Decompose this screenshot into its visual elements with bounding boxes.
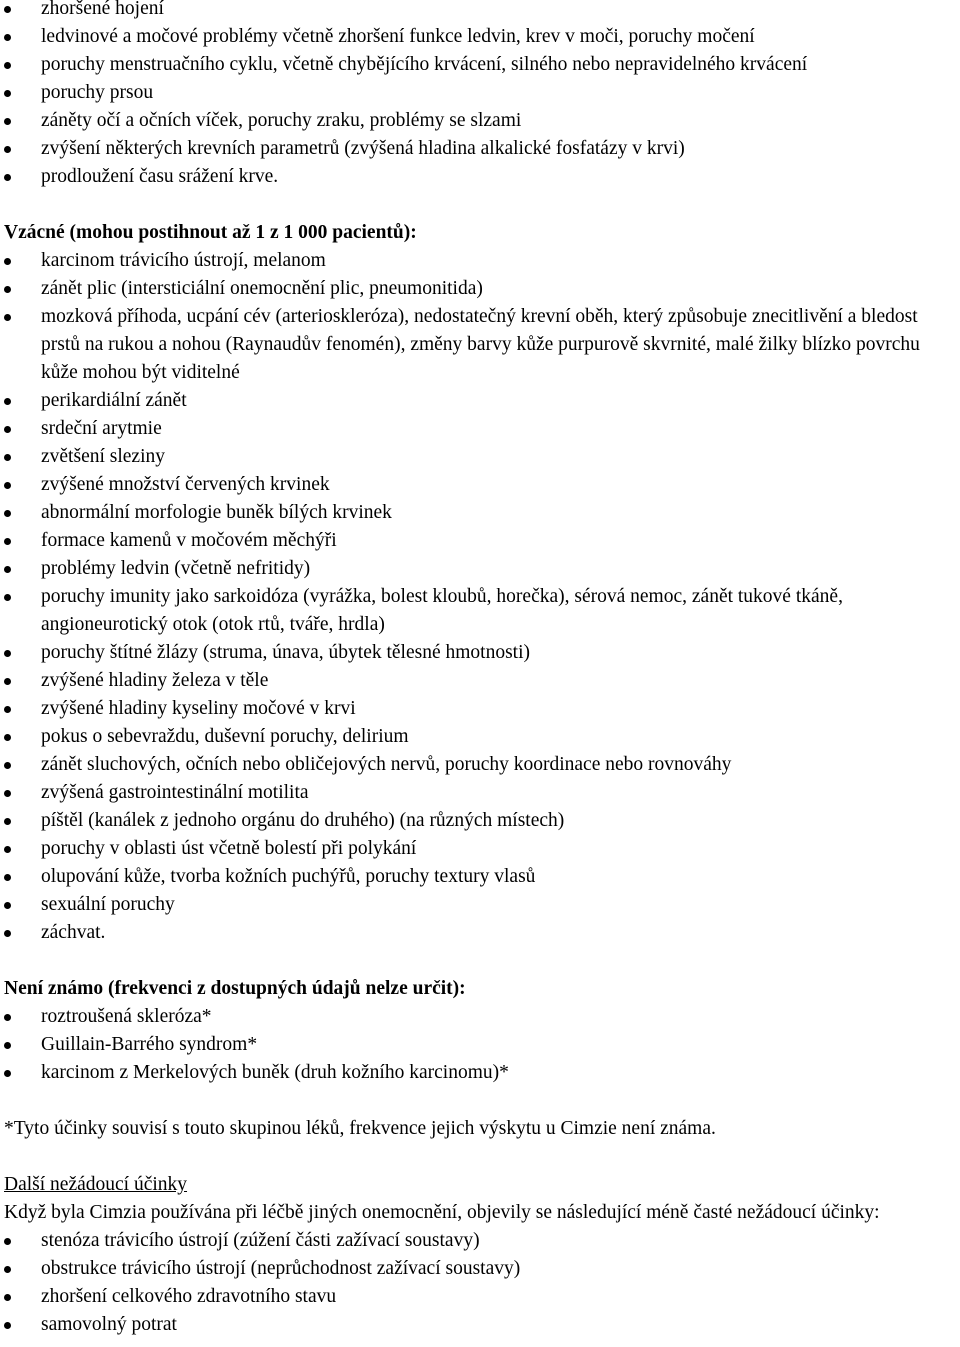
list-item: zvětšení sleziny	[4, 443, 958, 471]
other-effects-heading: Další nežádoucí účinky	[4, 1174, 188, 1195]
list-item: Guillain-Barrého syndrom*	[4, 1031, 958, 1059]
unknown-effects-list	[4, 1003, 958, 1087]
list-item: zhoršené hojení	[4, 0, 958, 23]
rare-heading: Vzácné (mohou postihnout až 1 z 1 000 pacientů):	[4, 222, 417, 243]
list-item: zhoršení celkového zdravotního stavu	[4, 1283, 958, 1311]
list-item: roztroušená skleróza*	[4, 1003, 958, 1031]
list-item: olupování kůže, tvorba kožních puchýřů, poruchy textury vlasů	[4, 863, 958, 891]
list-item: pokus o sebevraždu, duševní poruchy, delirium	[4, 723, 958, 751]
list-item: poruchy štítné žlázy (struma, únava, úbytek tělesné hmotnosti)	[4, 639, 958, 667]
list-item: zánět plic (intersticiální onemocnění plic, pneumonitida)	[4, 275, 958, 303]
list-item: stenóza trávicího ústrojí (zúžení části zažívací soustavy)	[4, 1227, 958, 1255]
list-item: abnormální morfologie buněk bílých krvinek	[4, 499, 958, 527]
list-item: zvýšené hladiny kyseliny močové v krvi	[4, 695, 958, 723]
list-item: zvýšená gastrointestinální motilita	[4, 779, 958, 807]
unknown-heading: Není známo (frekvenci z dostupných údajů nelze určit):	[4, 978, 466, 999]
other-effects-list	[4, 1227, 958, 1339]
other-effects-intro: Když byla Cimzia používána při léčbě jiných onemocnění, objevily se následující méně časté nežádoucí účinky:	[4, 1202, 880, 1223]
list-item: poruchy prsou	[4, 79, 958, 107]
list-item: poruchy menstruačního cyklu, včetně chybějícího krvácení, silného nebo nepravidelného krvácení	[4, 51, 958, 79]
footnote: *Tyto účinky souvisí s touto skupinou léků, frekvence jejich výskytu u Cimzie není známa.	[4, 1118, 716, 1139]
list-item: zvýšení některých krevních parametrů (zvýšená hladina alkalické fosfatázy v krvi)	[4, 135, 958, 163]
list-item: zvýšené množství červených krvinek	[4, 471, 958, 499]
list-item: prodloužení času srážení krve.	[4, 163, 958, 191]
list-item: záněty očí a očních víček, poruchy zraku, problémy se slzami	[4, 107, 958, 135]
list-item: záchvat.	[4, 919, 958, 947]
list-item: srdeční arytmie	[4, 415, 958, 443]
list-item: obstrukce trávicího ústrojí (neprůchodnost zažívací soustavy)	[4, 1255, 958, 1283]
list-item: ledvinové a močové problémy včetně zhoršení funkce ledvin, krev v moči, poruchy močení	[4, 23, 958, 51]
list-item: píštěl (kanálek z jednoho orgánu do druhého) (na různých místech)	[4, 807, 958, 835]
list-item: formace kamenů v močovém měchýři	[4, 527, 958, 555]
list-item: zvýšené hladiny železa v těle	[4, 667, 958, 695]
list-item: sexuální poruchy	[4, 891, 958, 919]
list-item: samovolný potrat	[4, 1311, 958, 1339]
list-item: zánět sluchových, očních nebo obličejových nervů, poruchy koordinace nebo rovnováhy	[4, 751, 958, 779]
list-item: poruchy imunity jako sarkoidóza (vyrážka, bolest kloubů, horečka), sérová nemoc, zánět tukové tkáně, angioneurotický otok (otok rtů, tváře, hrdla)	[4, 583, 958, 639]
list-item: mozková příhoda, ucpání cév (arterioskleróza), nedostatečný krevní oběh, který způsobuje znecitlivění a bledost prstů na rukou a nohou (Raynaudův fenomén), změny barvy kůže purpurově skvrnité, malé žilky blízko povrchu kůže mohou být viditelné	[4, 303, 958, 387]
common-effects-list	[4, 0, 958, 191]
list-item: perikardiální zánět	[4, 387, 958, 415]
list-item: poruchy v oblasti úst včetně bolestí při polykání	[4, 835, 958, 863]
list-item: problémy ledvin (včetně nefritidy)	[4, 555, 958, 583]
list-item: karcinom trávicího ústrojí, melanom	[4, 247, 958, 275]
list-item: karcinom z Merkelových buněk (druh kožního karcinomu)*	[4, 1059, 958, 1087]
rare-effects-list	[4, 247, 958, 947]
